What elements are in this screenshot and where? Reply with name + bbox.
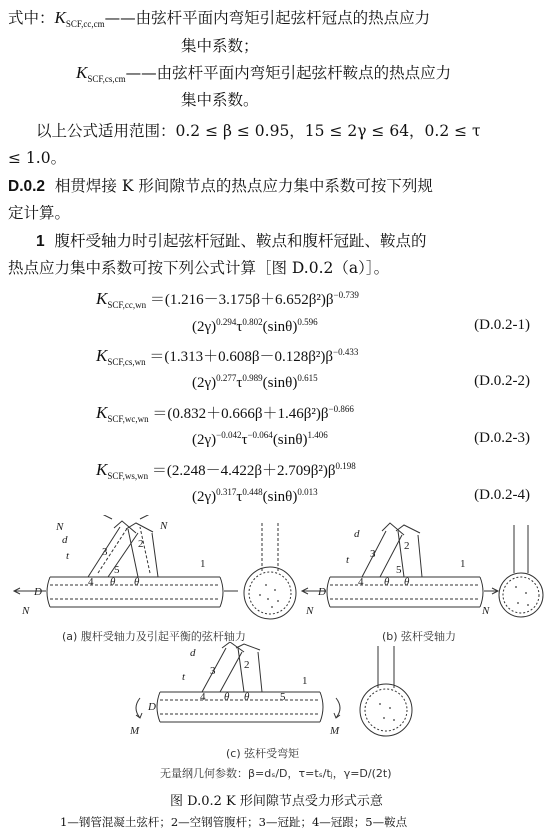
line-10: 热点应力集中系数可按下列公式计算［图 D.0.2（a）］。 bbox=[8, 259, 390, 277]
label-d-b: D bbox=[318, 586, 326, 598]
label-1-c: 1 bbox=[302, 675, 308, 687]
caption-a: (a) 腹杆受轴力及引起平衡的弦杆轴力 bbox=[62, 630, 246, 643]
label-nc-a: N bbox=[22, 605, 30, 617]
caption-b: (b) 弦杆受轴力 bbox=[382, 630, 457, 643]
label-theta-c1: θ bbox=[224, 691, 230, 703]
label-nc-b-left: N bbox=[306, 605, 314, 617]
label-d-a: D bbox=[34, 586, 42, 598]
label-theta-a1: θ bbox=[110, 576, 116, 588]
line-3: $K_{SCF,cs,cm}——$由弦杆平面内弯矩引起弦杆鞍点的热点应力 bbox=[76, 63, 452, 85]
label-nc-b-right: N bbox=[482, 605, 490, 617]
line-5: 以上公式适用范围：0.2 ≤ β ≤ 0.95，15 ≤ 2γ ≤ 64，0.2 ≤ τ bbox=[36, 122, 481, 140]
symbol-k: K bbox=[54, 8, 66, 27]
figure-parameters: 无量纲几何参数：β=dₛ/D，τ=tₛ/tⱼ，γ=D/(2t) bbox=[160, 767, 392, 780]
line-2: 集中系数； bbox=[181, 37, 259, 55]
figure-b-section bbox=[496, 515, 546, 625]
line-7: D.0.2 相贯焊接 K 形间隙节点的热点应力集中系数可按下列规 bbox=[8, 177, 433, 195]
label-2-c: 2 bbox=[244, 659, 250, 671]
label-tw-a: t bbox=[66, 550, 70, 562]
label-mc-c-left: M bbox=[130, 725, 140, 737]
figure-a-diagram bbox=[10, 515, 240, 625]
caption-c: (c) 弦杆受弯矩 bbox=[226, 747, 300, 760]
figure-legend: 1—钢管混凝土弦杆；2—空钢管腹杆；3—冠趾；4—冠跟；5—鞍点 bbox=[60, 815, 408, 829]
figure-b-diagram bbox=[300, 515, 500, 625]
label-1-b: 1 bbox=[460, 558, 466, 570]
label-tw-b: t bbox=[346, 554, 350, 566]
label-5-b: 5 bbox=[396, 564, 402, 576]
label-2-a: 2 bbox=[138, 538, 144, 550]
label-1-a: 1 bbox=[200, 558, 206, 570]
label-theta-c2: θ bbox=[244, 691, 250, 703]
label-theta-a2: θ bbox=[134, 576, 140, 588]
label-dw-a: d bbox=[62, 534, 68, 546]
figure-a-section bbox=[240, 515, 300, 625]
line-9: 1 腹杆受轴力时引起弦杆冠趾、鞍点和腹杆冠趾、鞍点的 bbox=[36, 232, 427, 250]
label-3-c: 3 bbox=[210, 665, 216, 677]
label-tw-c: t bbox=[182, 671, 186, 683]
label-mc-c-right: M bbox=[330, 725, 340, 737]
figure-title: 图 D.0.2 K 形间隙节点受力形式示意 bbox=[170, 794, 383, 809]
label-dw-b: d bbox=[354, 528, 360, 540]
label-4-b: 4 bbox=[358, 576, 364, 588]
label-nw-a-left: N bbox=[56, 521, 64, 533]
label-nw-a-right: N bbox=[160, 520, 168, 532]
line-6: ≤ 1.0。 bbox=[8, 149, 67, 167]
label-5-a: 5 bbox=[114, 564, 120, 576]
label-d-c: D bbox=[148, 701, 156, 713]
label-theta-b1: θ bbox=[384, 576, 390, 588]
label-2-b: 2 bbox=[404, 540, 410, 552]
label-3-a: 3 bbox=[102, 546, 108, 558]
figure-c-section bbox=[356, 642, 416, 742]
label-4-a: 4 bbox=[88, 576, 94, 588]
line-1: 式中：$K_{SCF,cc,cm}——$由弦杆平面内弯矩引起弦杆冠点的热点应力 bbox=[8, 8, 431, 30]
figure-c-diagram bbox=[130, 642, 350, 742]
line-4: 集中系数。 bbox=[181, 91, 259, 109]
label-5-c: 5 bbox=[280, 691, 286, 703]
label-theta-b2: θ bbox=[404, 576, 410, 588]
label-dw-c: d bbox=[190, 647, 196, 659]
label-4-c: 4 bbox=[200, 691, 206, 703]
label-3-b: 3 bbox=[370, 548, 376, 560]
line-8: 定计算。 bbox=[8, 204, 71, 222]
